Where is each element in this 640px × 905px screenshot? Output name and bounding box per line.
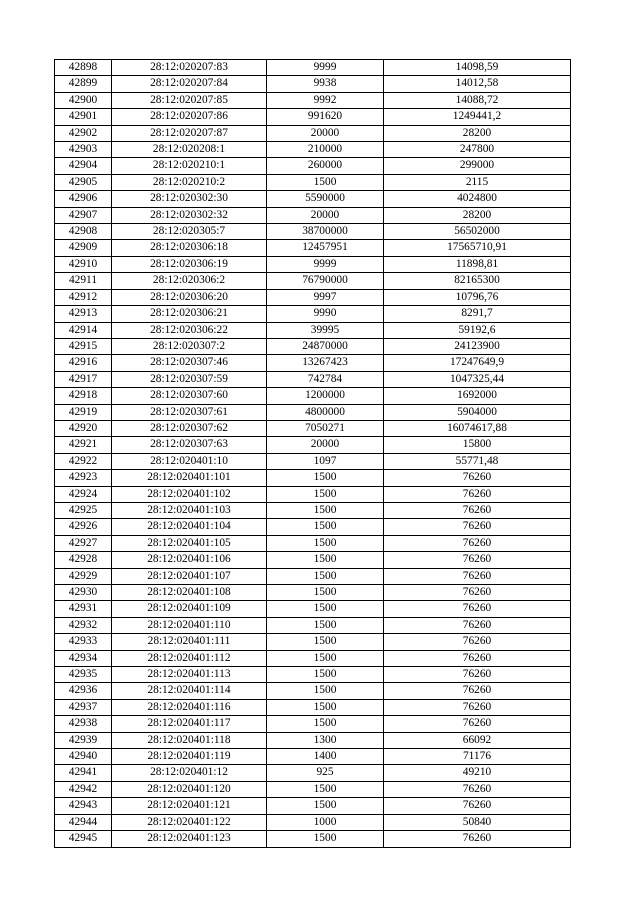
row-number-cell: 42928 [55, 552, 112, 568]
table-row [55, 585, 571, 601]
value-cell: 71176 [384, 749, 571, 765]
area-cell: 5590000 [267, 191, 384, 207]
cadastral-number-cell: 28:12:020401:105 [112, 535, 267, 551]
table-row [55, 831, 571, 847]
cadastral-number-cell: 28:12:020401:112 [112, 650, 267, 666]
row-number-cell: 42906 [55, 191, 112, 207]
cadastral-number-cell: 28:12:020401:111 [112, 634, 267, 650]
cadastral-number-cell: 28:12:020401:114 [112, 683, 267, 699]
area-cell: 1500 [267, 781, 384, 797]
table-row [55, 535, 571, 551]
cadastral-number-cell: 28:12:020401:116 [112, 699, 267, 715]
table-row [55, 601, 571, 617]
table-row [55, 174, 571, 190]
row-number-cell: 42926 [55, 519, 112, 535]
cadastral-number-cell: 28:12:020306:22 [112, 322, 267, 338]
area-cell: 1500 [267, 552, 384, 568]
area-cell: 1500 [267, 174, 384, 190]
row-number-cell: 42920 [55, 420, 112, 436]
row-number-cell: 42898 [55, 60, 112, 76]
area-cell: 1500 [267, 519, 384, 535]
cadastral-value-table [54, 59, 571, 848]
value-cell: 50840 [384, 814, 571, 830]
table-row [55, 749, 571, 765]
value-cell: 66092 [384, 732, 571, 748]
table-row [55, 338, 571, 354]
area-cell: 1500 [267, 486, 384, 502]
area-cell: 210000 [267, 142, 384, 158]
table-row [55, 617, 571, 633]
cadastral-number-cell: 28:12:020401:110 [112, 617, 267, 633]
table-row [55, 519, 571, 535]
area-cell: 13267423 [267, 355, 384, 371]
area-cell: 1500 [267, 683, 384, 699]
area-cell: 4800000 [267, 404, 384, 420]
cadastral-number-cell: 28:12:020306:20 [112, 289, 267, 305]
row-number-cell: 42934 [55, 650, 112, 666]
cadastral-number-cell: 28:12:020208:1 [112, 142, 267, 158]
row-number-cell: 42944 [55, 814, 112, 830]
value-cell: 76260 [384, 667, 571, 683]
value-cell: 5904000 [384, 404, 571, 420]
value-cell: 76260 [384, 716, 571, 732]
cadastral-number-cell: 28:12:020207:84 [112, 76, 267, 92]
area-cell: 1500 [267, 716, 384, 732]
area-cell: 1500 [267, 617, 384, 633]
table-row [55, 92, 571, 108]
row-number-cell: 42901 [55, 109, 112, 125]
area-cell: 1500 [267, 585, 384, 601]
row-number-cell: 42938 [55, 716, 112, 732]
row-number-cell: 42911 [55, 273, 112, 289]
value-cell: 76260 [384, 617, 571, 633]
area-cell: 9990 [267, 306, 384, 322]
value-cell: 17565710,91 [384, 240, 571, 256]
value-cell: 76260 [384, 486, 571, 502]
row-number-cell: 42904 [55, 158, 112, 174]
cadastral-number-cell: 28:12:020302:30 [112, 191, 267, 207]
value-cell: 76260 [384, 831, 571, 847]
table-row [55, 109, 571, 125]
cadastral-number-cell: 28:12:020306:2 [112, 273, 267, 289]
area-cell: 9992 [267, 92, 384, 108]
cadastral-number-cell: 28:12:020307:63 [112, 437, 267, 453]
table-row [55, 814, 571, 830]
area-cell: 1500 [267, 568, 384, 584]
cadastral-number-cell: 28:12:020401:120 [112, 781, 267, 797]
area-cell: 1500 [267, 634, 384, 650]
row-number-cell: 42917 [55, 371, 112, 387]
row-number-cell: 42905 [55, 174, 112, 190]
row-number-cell: 42910 [55, 256, 112, 272]
area-cell: 1500 [267, 831, 384, 847]
row-number-cell: 42903 [55, 142, 112, 158]
cadastral-number-cell: 28:12:020401:107 [112, 568, 267, 584]
cadastral-number-cell: 28:12:020305:7 [112, 224, 267, 240]
row-number-cell: 42921 [55, 437, 112, 453]
cadastral-number-cell: 28:12:020401:121 [112, 798, 267, 814]
table-row [55, 732, 571, 748]
row-number-cell: 42923 [55, 470, 112, 486]
row-number-cell: 42909 [55, 240, 112, 256]
row-number-cell: 42908 [55, 224, 112, 240]
area-cell: 1500 [267, 798, 384, 814]
value-cell: 76260 [384, 470, 571, 486]
value-cell: 76260 [384, 585, 571, 601]
cadastral-number-cell: 28:12:020307:59 [112, 371, 267, 387]
table-row [55, 798, 571, 814]
row-number-cell: 42930 [55, 585, 112, 601]
area-cell: 12457951 [267, 240, 384, 256]
value-cell: 11898,81 [384, 256, 571, 272]
table-row [55, 76, 571, 92]
value-cell: 56502000 [384, 224, 571, 240]
row-number-cell: 42912 [55, 289, 112, 305]
cadastral-number-cell: 28:12:020401:109 [112, 601, 267, 617]
table-row [55, 306, 571, 322]
cadastral-number-cell: 28:12:020401:101 [112, 470, 267, 486]
row-number-cell: 42924 [55, 486, 112, 502]
row-number-cell: 42925 [55, 502, 112, 518]
area-cell: 24870000 [267, 338, 384, 354]
cadastral-number-cell: 28:12:020401:106 [112, 552, 267, 568]
table-row [55, 289, 571, 305]
area-cell: 260000 [267, 158, 384, 174]
area-cell: 9938 [267, 76, 384, 92]
value-cell: 10796,76 [384, 289, 571, 305]
table-row [55, 765, 571, 781]
row-number-cell: 42899 [55, 76, 112, 92]
cadastral-number-cell: 28:12:020306:19 [112, 256, 267, 272]
table-body [55, 60, 571, 848]
area-cell: 925 [267, 765, 384, 781]
table-row [55, 683, 571, 699]
cadastral-number-cell: 28:12:020210:2 [112, 174, 267, 190]
area-cell: 76790000 [267, 273, 384, 289]
value-cell: 247800 [384, 142, 571, 158]
row-number-cell: 42937 [55, 699, 112, 715]
area-cell: 1400 [267, 749, 384, 765]
table-row [55, 125, 571, 141]
value-cell: 76260 [384, 683, 571, 699]
cadastral-number-cell: 28:12:020401:10 [112, 453, 267, 469]
area-cell: 1500 [267, 650, 384, 666]
cadastral-number-cell: 28:12:020401:113 [112, 667, 267, 683]
area-cell: 1500 [267, 470, 384, 486]
row-number-cell: 42900 [55, 92, 112, 108]
value-cell: 14012,58 [384, 76, 571, 92]
cadastral-number-cell: 28:12:020401:117 [112, 716, 267, 732]
row-number-cell: 42940 [55, 749, 112, 765]
cadastral-number-cell: 28:12:020210:1 [112, 158, 267, 174]
table-row [55, 437, 571, 453]
value-cell: 28200 [384, 125, 571, 141]
row-number-cell: 42933 [55, 634, 112, 650]
area-cell: 20000 [267, 207, 384, 223]
area-cell: 1500 [267, 699, 384, 715]
row-number-cell: 42939 [55, 732, 112, 748]
table-row [55, 60, 571, 76]
area-cell: 1200000 [267, 388, 384, 404]
value-cell: 2115 [384, 174, 571, 190]
area-cell: 1000 [267, 814, 384, 830]
value-cell: 76260 [384, 650, 571, 666]
row-number-cell: 42907 [55, 207, 112, 223]
area-cell: 9999 [267, 60, 384, 76]
table-row [55, 486, 571, 502]
value-cell: 76260 [384, 552, 571, 568]
row-number-cell: 42932 [55, 617, 112, 633]
table-row [55, 191, 571, 207]
table-row [55, 470, 571, 486]
table-row [55, 716, 571, 732]
table-row [55, 240, 571, 256]
value-cell: 16074617,88 [384, 420, 571, 436]
table-row [55, 158, 571, 174]
table-row [55, 207, 571, 223]
table-row [55, 699, 571, 715]
row-number-cell: 42913 [55, 306, 112, 322]
cadastral-number-cell: 28:12:020401:102 [112, 486, 267, 502]
value-cell: 76260 [384, 502, 571, 518]
value-cell: 59192,6 [384, 322, 571, 338]
cadastral-number-cell: 28:12:020307:60 [112, 388, 267, 404]
table-row [55, 552, 571, 568]
area-cell: 9999 [267, 256, 384, 272]
cadastral-number-cell: 28:12:020401:119 [112, 749, 267, 765]
cadastral-number-cell: 28:12:020207:87 [112, 125, 267, 141]
table-row [55, 273, 571, 289]
cadastral-number-cell: 28:12:020207:83 [112, 60, 267, 76]
value-cell: 82165300 [384, 273, 571, 289]
value-cell: 76260 [384, 535, 571, 551]
area-cell: 742784 [267, 371, 384, 387]
cadastral-number-cell: 28:12:020306:18 [112, 240, 267, 256]
table-row [55, 142, 571, 158]
table-row [55, 502, 571, 518]
value-cell: 55771,48 [384, 453, 571, 469]
area-cell: 1500 [267, 535, 384, 551]
table-row [55, 420, 571, 436]
row-number-cell: 42931 [55, 601, 112, 617]
cadastral-number-cell: 28:12:020401:104 [112, 519, 267, 535]
cadastral-number-cell: 28:12:020207:86 [112, 109, 267, 125]
table-row [55, 371, 571, 387]
cadastral-number-cell: 28:12:020307:46 [112, 355, 267, 371]
value-cell: 76260 [384, 699, 571, 715]
table-row [55, 355, 571, 371]
cadastral-number-cell: 28:12:020302:32 [112, 207, 267, 223]
row-number-cell: 42914 [55, 322, 112, 338]
table-row [55, 781, 571, 797]
table-row [55, 650, 571, 666]
row-number-cell: 42916 [55, 355, 112, 371]
value-cell: 14098,59 [384, 60, 571, 76]
cadastral-number-cell: 28:12:020401:123 [112, 831, 267, 847]
cadastral-number-cell: 28:12:020401:118 [112, 732, 267, 748]
area-cell: 1097 [267, 453, 384, 469]
cadastral-number-cell: 28:12:020306:21 [112, 306, 267, 322]
cadastral-number-cell: 28:12:020401:12 [112, 765, 267, 781]
row-number-cell: 42935 [55, 667, 112, 683]
table-row [55, 322, 571, 338]
area-cell: 1500 [267, 502, 384, 518]
table-row [55, 388, 571, 404]
value-cell: 1249441,2 [384, 109, 571, 125]
value-cell: 15800 [384, 437, 571, 453]
value-cell: 28200 [384, 207, 571, 223]
value-cell: 17247649,9 [384, 355, 571, 371]
value-cell: 8291,7 [384, 306, 571, 322]
value-cell: 76260 [384, 519, 571, 535]
row-number-cell: 42919 [55, 404, 112, 420]
table-row [55, 667, 571, 683]
value-cell: 76260 [384, 601, 571, 617]
area-cell: 1500 [267, 667, 384, 683]
area-cell: 1300 [267, 732, 384, 748]
cadastral-number-cell: 28:12:020307:2 [112, 338, 267, 354]
value-cell: 76260 [384, 568, 571, 584]
value-cell: 299000 [384, 158, 571, 174]
cadastral-number-cell: 28:12:020207:85 [112, 92, 267, 108]
table-row [55, 568, 571, 584]
row-number-cell: 42943 [55, 798, 112, 814]
row-number-cell: 42927 [55, 535, 112, 551]
cadastral-number-cell: 28:12:020401:108 [112, 585, 267, 601]
value-cell: 49210 [384, 765, 571, 781]
table-row [55, 224, 571, 240]
row-number-cell: 42922 [55, 453, 112, 469]
area-cell: 7050271 [267, 420, 384, 436]
value-cell: 14088,72 [384, 92, 571, 108]
value-cell: 4024800 [384, 191, 571, 207]
area-cell: 20000 [267, 437, 384, 453]
cadastral-number-cell: 28:12:020307:62 [112, 420, 267, 436]
row-number-cell: 42918 [55, 388, 112, 404]
cadastral-number-cell: 28:12:020401:122 [112, 814, 267, 830]
row-number-cell: 42929 [55, 568, 112, 584]
row-number-cell: 42942 [55, 781, 112, 797]
table-row [55, 634, 571, 650]
area-cell: 1500 [267, 601, 384, 617]
row-number-cell: 42936 [55, 683, 112, 699]
value-cell: 76260 [384, 798, 571, 814]
table-row [55, 256, 571, 272]
table-row [55, 453, 571, 469]
area-cell: 991620 [267, 109, 384, 125]
row-number-cell: 42915 [55, 338, 112, 354]
value-cell: 1047325,44 [384, 371, 571, 387]
area-cell: 20000 [267, 125, 384, 141]
cadastral-number-cell: 28:12:020401:103 [112, 502, 267, 518]
row-number-cell: 42941 [55, 765, 112, 781]
value-cell: 76260 [384, 634, 571, 650]
value-cell: 76260 [384, 781, 571, 797]
value-cell: 24123900 [384, 338, 571, 354]
area-cell: 39995 [267, 322, 384, 338]
row-number-cell: 42945 [55, 831, 112, 847]
cadastral-number-cell: 28:12:020307:61 [112, 404, 267, 420]
area-cell: 9997 [267, 289, 384, 305]
value-cell: 1692000 [384, 388, 571, 404]
table-row [55, 404, 571, 420]
area-cell: 38700000 [267, 224, 384, 240]
row-number-cell: 42902 [55, 125, 112, 141]
